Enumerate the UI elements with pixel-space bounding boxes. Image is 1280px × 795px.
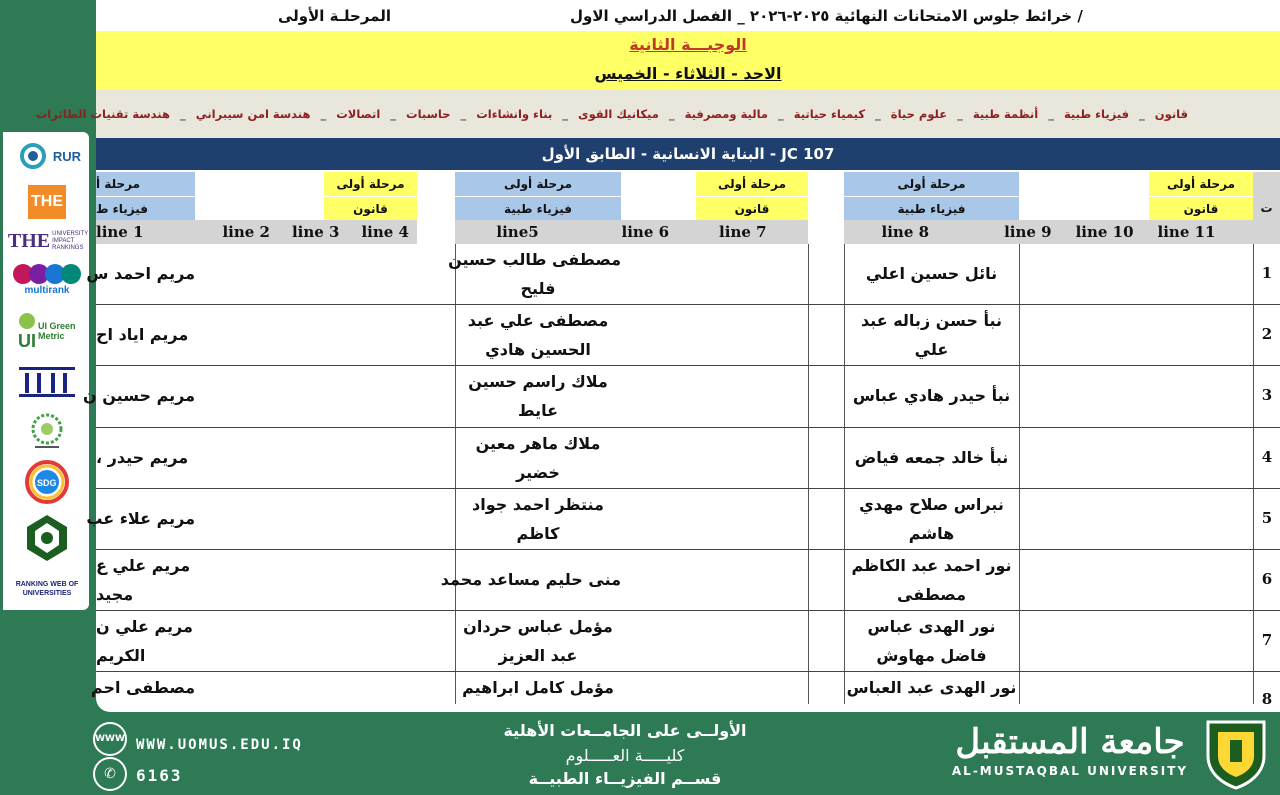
g1-stage-a: مرحلة أولى (324, 172, 417, 196)
row-number: 5 (1261, 509, 1273, 527)
seat-line1: مريم حيدر ، (96, 448, 189, 467)
sdgs-logo (9, 460, 85, 504)
phone-icon: ✆ (93, 757, 127, 791)
row-number: 3 (1261, 386, 1273, 404)
row-divider (96, 304, 1280, 305)
web-icon: WWW (93, 722, 127, 756)
seat-line1: مريم احمد س (86, 264, 195, 283)
row-divider (96, 365, 1280, 366)
seat-line8: نبراس صلاح مهدي هاشم (859, 495, 1004, 543)
seat-line1: مريم علي ع مجيد (96, 556, 191, 604)
g3-dept-blank (1019, 197, 1149, 220)
multirank-logo: multirank (9, 260, 85, 298)
seat-line5: مؤمل كامل ابراهيم (462, 678, 614, 697)
phone-number: 6163 (136, 766, 183, 785)
seat-line1: مريم حسين ن (83, 386, 195, 405)
g3-dept-b: فيزياء طبية (844, 197, 1019, 220)
the-impact-logo: THE UNIVERSITY IMPACT RANKINGS (7, 229, 89, 252)
seat-line8: نور الهدى عبد العباس (846, 678, 1017, 697)
lines-header-g1: line 1 line 2 line 3 line 4 (96, 220, 417, 244)
row-number: 4 (1261, 448, 1273, 466)
g3-stage-a: مرحلة أولى (1149, 172, 1253, 196)
row-divider (96, 427, 1280, 428)
g1-stage-b: مرحلة أ (96, 172, 195, 196)
exam-title: خرائط جلوس الامتحانات النهائية ٢٠٢٥-٢٠٢٦ _ الفصل الدراسي الاول / (570, 7, 1083, 25)
row-divider (96, 671, 1280, 672)
seat-line5: مصطفى طالب حسين فليح (448, 250, 621, 298)
seat-line1: مريم علي ن الكريم (96, 617, 193, 665)
seat-line5: مؤمل عباس حردان عبد العزيز (463, 617, 613, 665)
g3-stage-b: مرحلة أولى (844, 172, 1019, 196)
g1-dept-b: فيزياء ط (96, 197, 195, 220)
departments-row: قانون _ فيزياء طبية _ أنظمة طبية _ علوم حياة _ كيمياء حياتية _ مالية ومصرفية _ ميكانيك القوى _ بناء وانشاءات _ حاسبات _ اتصالات _ هندسة امن سيبراني _ هندسة تقنيات الطائرات (96, 90, 1280, 138)
g1-stage-blank (195, 172, 324, 196)
university-crest-icon (1204, 716, 1268, 790)
seat-line5: منى حليم مساعد محمد (440, 570, 621, 589)
row-divider (96, 488, 1280, 489)
row-number: 2 (1261, 325, 1273, 343)
row-number: 6 (1261, 570, 1273, 588)
footer-slogan: الأولــى على الجامــعات الأهلية (503, 721, 747, 740)
webometrics-logo: RANKING WEB OF UNIVERSITIES (15, 581, 79, 597)
row-number: 7 (1261, 631, 1273, 649)
seat-line1: مريم علاء عب (86, 509, 195, 528)
days-label: الاحد - الثلاثاء - الخميس (594, 64, 782, 83)
g2-stage-a: مرحلة أولى (696, 172, 808, 196)
divider-g3-line9 (1019, 244, 1020, 704)
footer-college: كليـــــة العـــــلوم (565, 746, 685, 765)
row-number: 1 (1261, 264, 1273, 282)
row-divider (96, 610, 1280, 611)
seat-line8: نائل حسين اعلي (865, 264, 998, 283)
website-link[interactable]: WWW.UOMUS.EDU.IQ (136, 737, 303, 753)
g2-stage-b: مرحلة أولى (455, 172, 621, 196)
g3-dept-a: قانون (1149, 197, 1253, 220)
seat-line5: ملاك ماهر معين خضير (475, 434, 601, 482)
seat-line8: نبأ حيدر هادي عباس (852, 386, 1011, 405)
g2-dept-a: قانون (696, 197, 808, 220)
row-number: 8 (1261, 690, 1273, 708)
seat-line1: مريم اياد اح (96, 325, 189, 344)
seat-line8: نبأ خالد جمعه فياض (854, 448, 1009, 467)
row-divider (96, 549, 1280, 550)
arab-universities-logo (9, 412, 85, 452)
ui-greenmetric-logo: UI UI Green Metric (9, 310, 85, 352)
g2-dept-blank (621, 197, 696, 220)
rankings-logo-card (3, 132, 89, 610)
columns-logo (9, 364, 85, 400)
g2-stage-blank (621, 172, 696, 196)
footer-department: قســم الفيزيــاء الطبيــة (528, 769, 722, 788)
divider-g2-end (808, 244, 809, 704)
header-title-row (96, 0, 1280, 31)
row-number-header: ت (1253, 172, 1280, 244)
the-logo: THE (9, 184, 85, 220)
svg-text:UI: UI (18, 331, 36, 351)
g1-dept-a: قانون (324, 197, 417, 220)
seat-line8: نبأ حسن زباله عبد علي (860, 311, 1003, 359)
seat-line5: منتظر احمد جواد كاظم (472, 495, 604, 543)
seat-line1: مصطفى احم (90, 678, 195, 697)
g1-dept-blank (195, 197, 324, 220)
seat-line5: مصطفى علي عبد الحسين هادي (467, 311, 609, 359)
lines-header-g3: line 8 line 9 line 10 line 11 (844, 220, 1253, 244)
g3-stage-blank (1019, 172, 1149, 196)
university-wordmark: جامعة المستقبل AL-MUSTAQBAL UNIVERSITY (951, 722, 1189, 778)
hall-banner: البناية الانسانية - الطابق الأول - JC 107 (96, 138, 1280, 170)
seat-line5: ملاك راسم حسين عايط (468, 372, 608, 420)
arab-engineers-logo (9, 512, 85, 564)
rur-logo: RUR (9, 138, 85, 174)
stage-title: المرحلـة الأولى (278, 7, 391, 25)
seat-line8: نور احمد عبد الكاظم مصطفى (851, 556, 1012, 604)
g2-dept-b: فيزياء طبية (455, 197, 621, 220)
wave-label: الوجبـــة الثانية (629, 35, 747, 54)
lines-header-g2: line5 line 6 line 7 (455, 220, 808, 244)
seat-line8: نور الهدى عباس فاضل مهاوش (867, 617, 996, 665)
svg-text:SDG: SDG (37, 478, 57, 488)
